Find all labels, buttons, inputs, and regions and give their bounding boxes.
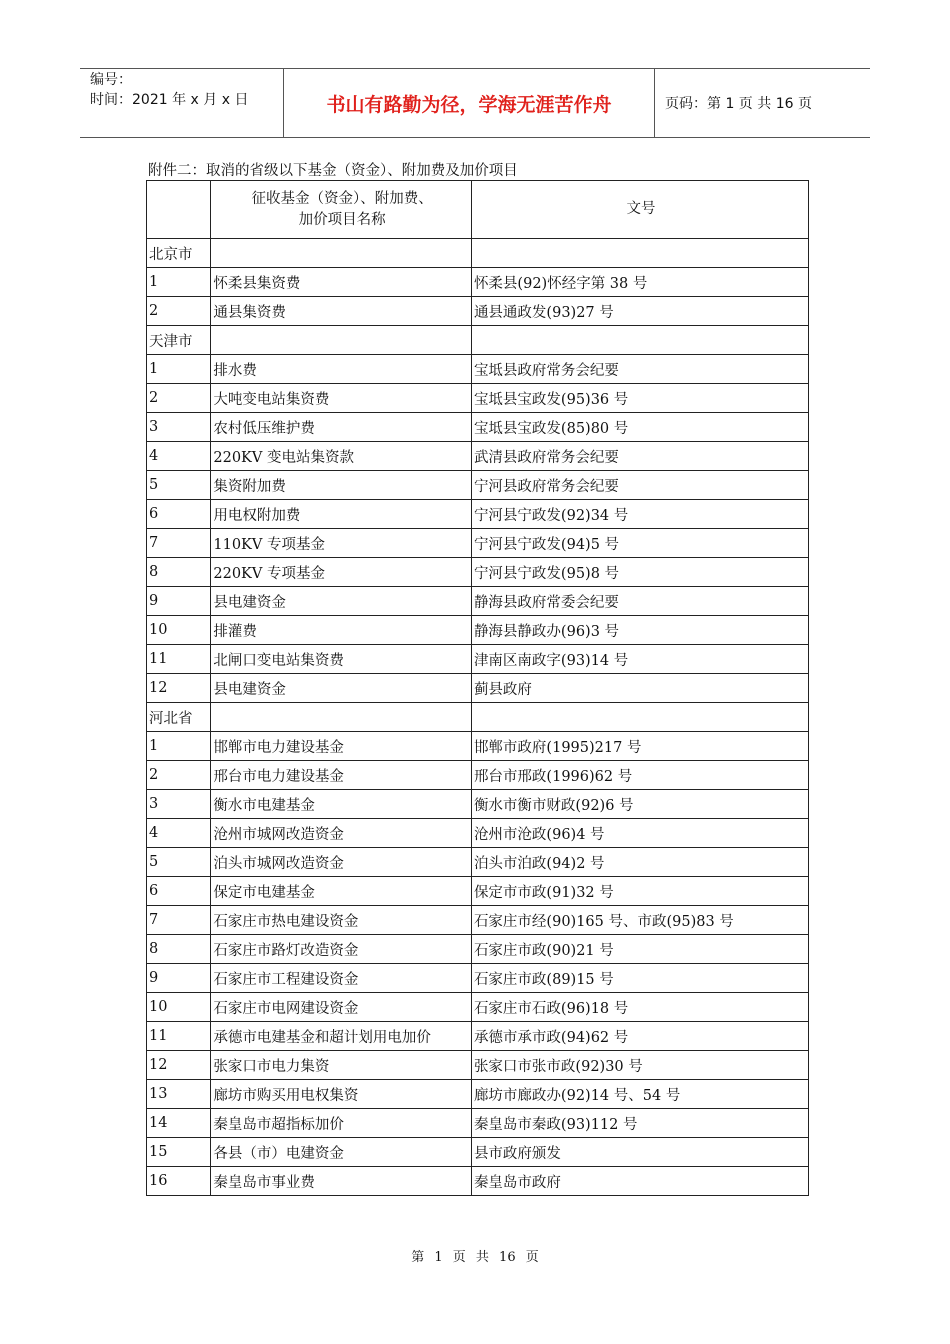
row-document-number: 廊坊市廊政办(92)14 号、54 号: [471, 1080, 808, 1109]
table-row: [147, 1080, 809, 1109]
table-row: [147, 877, 809, 906]
row-item-name: 通县集资费: [211, 297, 472, 326]
row-index: 12: [147, 1051, 211, 1080]
row-item-name: 石家庄市热电建设资金: [211, 906, 472, 935]
row-index: 河北省: [147, 703, 211, 732]
row-index: 北京市: [147, 239, 211, 268]
table-row: [147, 558, 809, 587]
row-index: 8: [147, 935, 211, 964]
table-row: [147, 1051, 809, 1080]
table-row: [147, 471, 809, 500]
row-index: 5: [147, 471, 211, 500]
row-item-name: 220KV 变电站集资款: [211, 442, 472, 471]
row-document-number: 宁河县宁政发(95)8 号: [471, 558, 808, 587]
row-item-name: 秦皇岛市事业费: [211, 1167, 472, 1196]
header-name-line2: 加价项目名称: [298, 211, 386, 228]
row-document-number: 秦皇岛市政府: [471, 1167, 808, 1196]
header-cell-index: [147, 181, 211, 239]
table-row: [147, 935, 809, 964]
row-index: 4: [147, 442, 211, 471]
row-document-number: 衡水市衡市财政(92)6 号: [471, 790, 808, 819]
row-document-number: 保定市市政(91)32 号: [471, 877, 808, 906]
table-row: [147, 355, 809, 384]
row-item-name: 邢台市电力建设基金: [211, 761, 472, 790]
row-document-number: 武清县政府常务会纪要: [471, 442, 808, 471]
row-item-name: 大吨变电站集资费: [211, 384, 472, 413]
row-index: 10: [147, 616, 211, 645]
row-document-number: 沧州市沧政(96)4 号: [471, 819, 808, 848]
row-document-number: 泊头市泊政(94)2 号: [471, 848, 808, 877]
row-item-name: 石家庄市电网建设资金: [211, 993, 472, 1022]
row-index: 13: [147, 1080, 211, 1109]
header-name-line1: 征收基金（资金）、附加费、: [251, 190, 433, 207]
table-row: [147, 761, 809, 790]
row-item-name: 各县（市）电建资金: [211, 1138, 472, 1167]
row-index: 1: [147, 268, 211, 297]
table-row: [147, 326, 809, 355]
row-item-name: 邯郸市电力建设基金: [211, 732, 472, 761]
table-row: [147, 587, 809, 616]
row-item-name: 石家庄市路灯改造资金: [211, 935, 472, 964]
row-index: 14: [147, 1109, 211, 1138]
row-document-number: 宝坻县宝政发(95)36 号: [471, 384, 808, 413]
header-cell-name: [211, 181, 472, 239]
table-row: [147, 906, 809, 935]
row-item-name: 排灌费: [211, 616, 472, 645]
row-document-number: 静海县政府常委会纪要: [471, 587, 808, 616]
row-document-number: 石家庄市石政(96)18 号: [471, 993, 808, 1022]
row-index: 1: [147, 355, 211, 384]
row-document-number: 宁河县宁政发(92)34 号: [471, 500, 808, 529]
table-row: [147, 790, 809, 819]
table-row: [147, 1109, 809, 1138]
row-item-name: 县电建资金: [211, 587, 472, 616]
row-document-number: 石家庄市政(90)21 号: [471, 935, 808, 964]
row-item-name: 怀柔县集资费: [211, 268, 472, 297]
row-item-name: 沧州市城网改造资金: [211, 819, 472, 848]
row-index: 6: [147, 877, 211, 906]
table-row: [147, 384, 809, 413]
table-row: [147, 529, 809, 558]
row-document-number: 宝坻县宝政发(85)80 号: [471, 413, 808, 442]
row-item-name: 张家口市电力集资: [211, 1051, 472, 1080]
table-row: [147, 413, 809, 442]
row-document-number: 宁河县宁政发(94)5 号: [471, 529, 808, 558]
number-label: 编号：: [90, 72, 132, 88]
row-document-number: 邯郸市政府(1995)217 号: [471, 732, 808, 761]
row-index: 7: [147, 529, 211, 558]
row-item-name: [211, 239, 472, 268]
row-document-number: 石家庄市经(90)165 号、市政(95)83 号: [471, 906, 808, 935]
row-index: 2: [147, 384, 211, 413]
fee-table: [146, 180, 809, 1196]
header-page-info: 页码：第 1 页 共 16 页: [665, 96, 812, 112]
header-meta: [80, 69, 284, 137]
page-footer: 第 1 页 共 16 页: [411, 1250, 539, 1265]
row-document-number: [471, 703, 808, 732]
table-row: [147, 500, 809, 529]
row-index: 12: [147, 674, 211, 703]
table-row: [147, 993, 809, 1022]
table-row: [147, 645, 809, 674]
row-document-number: 县市政府颁发: [471, 1138, 808, 1167]
table-row: [147, 1138, 809, 1167]
table-row: [147, 819, 809, 848]
row-document-number: 宁河县政府常务会纪要: [471, 471, 808, 500]
row-index: 8: [147, 558, 211, 587]
row-item-name: 220KV 专项基金: [211, 558, 472, 587]
table-row: [147, 442, 809, 471]
row-item-name: [211, 703, 472, 732]
row-document-number: 石家庄市政(89)15 号: [471, 964, 808, 993]
row-document-number: [471, 239, 808, 268]
time-label: 时间：2021 年 x 月 x 日: [90, 92, 249, 108]
row-item-name: 保定市电建基金: [211, 877, 472, 906]
row-item-name: [211, 326, 472, 355]
header-motto: 书山有路勤为径，学海无涯苦作舟: [284, 69, 655, 137]
table-row: [147, 964, 809, 993]
row-document-number: 静海县静政办(96)3 号: [471, 616, 808, 645]
row-document-number: 怀柔县(92)怀经字第 38 号: [471, 268, 808, 297]
row-item-name: 秦皇岛市超指标加价: [211, 1109, 472, 1138]
row-index: 1: [147, 732, 211, 761]
row-document-number: 邢台市邢政(1996)62 号: [471, 761, 808, 790]
row-index: 3: [147, 790, 211, 819]
row-document-number: 蓟县政府: [471, 674, 808, 703]
row-index: 2: [147, 297, 211, 326]
row-document-number: 承德市承市政(94)62 号: [471, 1022, 808, 1051]
row-document-number: [471, 326, 808, 355]
row-index: 11: [147, 1022, 211, 1051]
row-index: 5: [147, 848, 211, 877]
row-item-name: 用电权附加费: [211, 500, 472, 529]
row-index: 15: [147, 1138, 211, 1167]
row-item-name: 排水费: [211, 355, 472, 384]
page-header: [80, 68, 870, 138]
row-index: 7: [147, 906, 211, 935]
table-row: [147, 297, 809, 326]
row-item-name: 北闸口变电站集资费: [211, 645, 472, 674]
table-row: [147, 674, 809, 703]
row-index: 4: [147, 819, 211, 848]
row-index: 2: [147, 761, 211, 790]
row-document-number: 津南区南政字(93)14 号: [471, 645, 808, 674]
table-header-row: [147, 181, 809, 239]
row-item-name: 石家庄市工程建设资金: [211, 964, 472, 993]
row-index: 3: [147, 413, 211, 442]
row-item-name: 县电建资金: [211, 674, 472, 703]
row-item-name: 泊头市城网改造资金: [211, 848, 472, 877]
table-row: [147, 848, 809, 877]
row-index: 16: [147, 1167, 211, 1196]
row-item-name: 农村低压维护费: [211, 413, 472, 442]
row-item-name: 衡水市电建基金: [211, 790, 472, 819]
row-item-name: 110KV 专项基金: [211, 529, 472, 558]
table-row: [147, 732, 809, 761]
row-index: 6: [147, 500, 211, 529]
row-index: 10: [147, 993, 211, 1022]
row-item-name: 承德市电建基金和超计划用电加价: [211, 1022, 472, 1051]
row-document-number: 张家口市张市政(92)30 号: [471, 1051, 808, 1080]
row-document-number: 通县通政发(93)27 号: [471, 297, 808, 326]
row-index: 天津市: [147, 326, 211, 355]
table-row: [147, 616, 809, 645]
table-row: [147, 1167, 809, 1196]
table-row: [147, 239, 809, 268]
row-index: 9: [147, 964, 211, 993]
row-item-name: 集资附加费: [211, 471, 472, 500]
row-document-number: 秦皇岛市秦政(93)112 号: [471, 1109, 808, 1138]
row-document-number: 宝坻县政府常务会纪要: [471, 355, 808, 384]
row-index: 11: [147, 645, 211, 674]
row-index: 9: [147, 587, 211, 616]
table-row: [147, 703, 809, 732]
table-caption: 附件二：取消的省级以下基金（资金）、附加费及加价项目: [148, 163, 518, 179]
table-row: [147, 268, 809, 297]
row-item-name: 廊坊市购买用电权集资: [211, 1080, 472, 1109]
table-row: [147, 1022, 809, 1051]
header-cell-doc: 文号: [471, 181, 808, 239]
